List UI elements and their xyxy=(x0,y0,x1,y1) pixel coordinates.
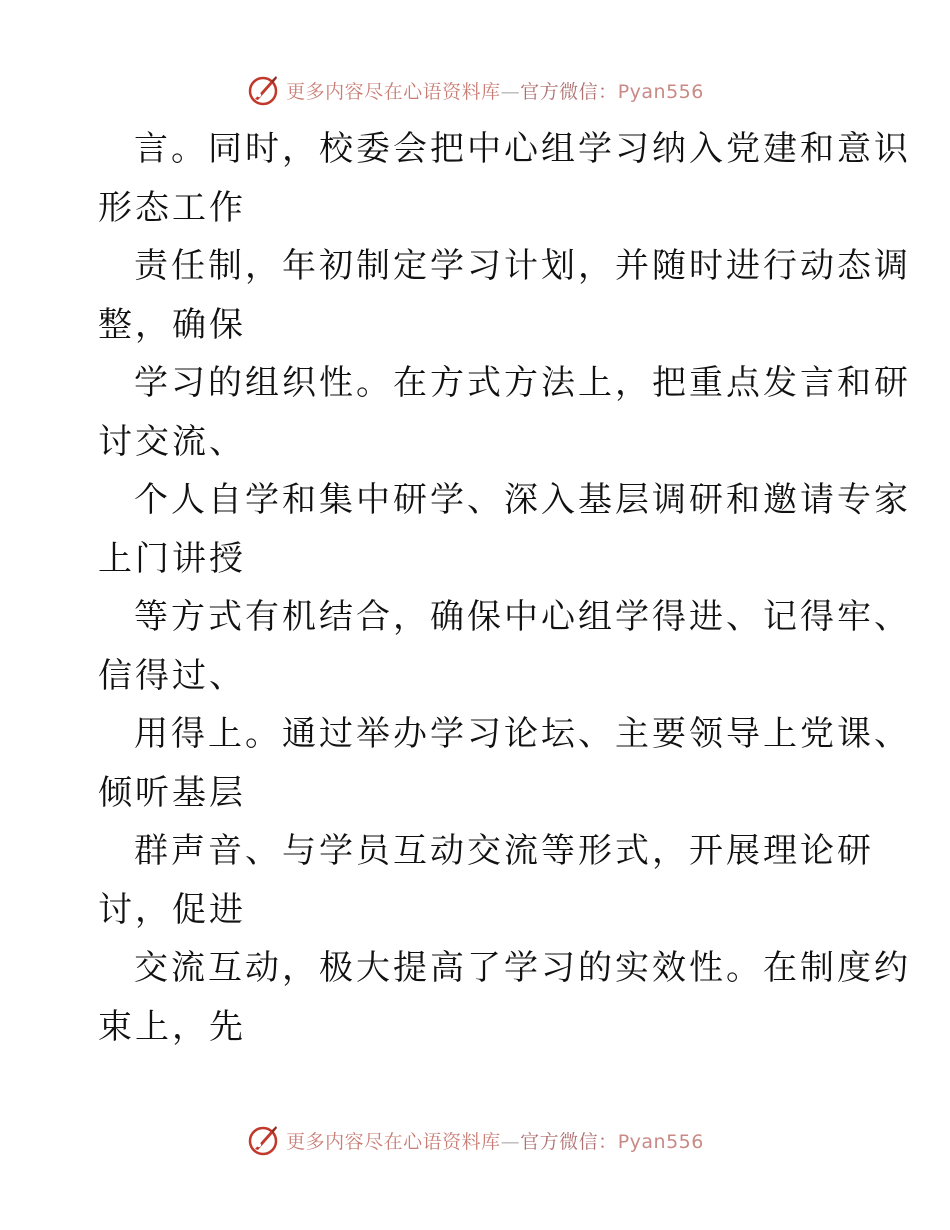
footer-text xyxy=(286,1127,704,1154)
header-brand-text: 更多内容尽在心语资料库 xyxy=(286,80,501,103)
footer-wechat-id: Pyan556 xyxy=(617,1130,704,1153)
quill-logo-icon xyxy=(246,73,280,107)
body-line: 上门讲授 xyxy=(98,538,246,579)
body-line: 交流互动，极大提高了学习的实效性。在制度约 xyxy=(134,948,911,988)
header-text xyxy=(286,77,704,104)
header-banner xyxy=(0,70,950,110)
body-line: 个人自学和集中研学、深入基层调研和邀请专家 xyxy=(134,480,911,520)
footer-separator: — xyxy=(500,1130,521,1153)
header-separator: — xyxy=(500,80,521,103)
header-wechat-label: 官方微信： xyxy=(520,80,618,103)
body-line: 群声音、与学员互动交流等形式，开展理论研 xyxy=(134,831,874,871)
body-line: 言。同时，校委会把中心组学习纳入党建和意识 xyxy=(134,129,911,169)
header-wechat-id: Pyan556 xyxy=(617,80,704,103)
body-line: 等方式有机结合，确保中心组学得进、记得牢、 xyxy=(134,597,911,637)
body-line: 信得过、 xyxy=(98,655,246,696)
body-line: 用得上。通过举办学习论坛、主要领导上党课、 xyxy=(134,714,911,754)
body-line: 责任制，年初制定学习计划，并随时进行动态调 xyxy=(134,246,911,286)
body-line: 讨，促进 xyxy=(98,889,246,930)
footer-brand-text: 更多内容尽在心语资料库 xyxy=(286,1130,501,1153)
body-line: 束上，先 xyxy=(98,1006,246,1047)
body-line: 整，确保 xyxy=(98,304,246,345)
footer-wechat-label: 官方微信： xyxy=(520,1130,618,1153)
body-text xyxy=(98,120,911,1056)
quill-logo-icon xyxy=(246,1123,280,1157)
body-line: 形态工作 xyxy=(98,187,246,228)
body-line: 讨交流、 xyxy=(98,421,246,462)
body-line: 倾听基层 xyxy=(98,772,246,813)
body-line: 学习的组织性。在方式方法上，把重点发言和研 xyxy=(134,363,911,403)
footer-banner xyxy=(0,1120,950,1160)
